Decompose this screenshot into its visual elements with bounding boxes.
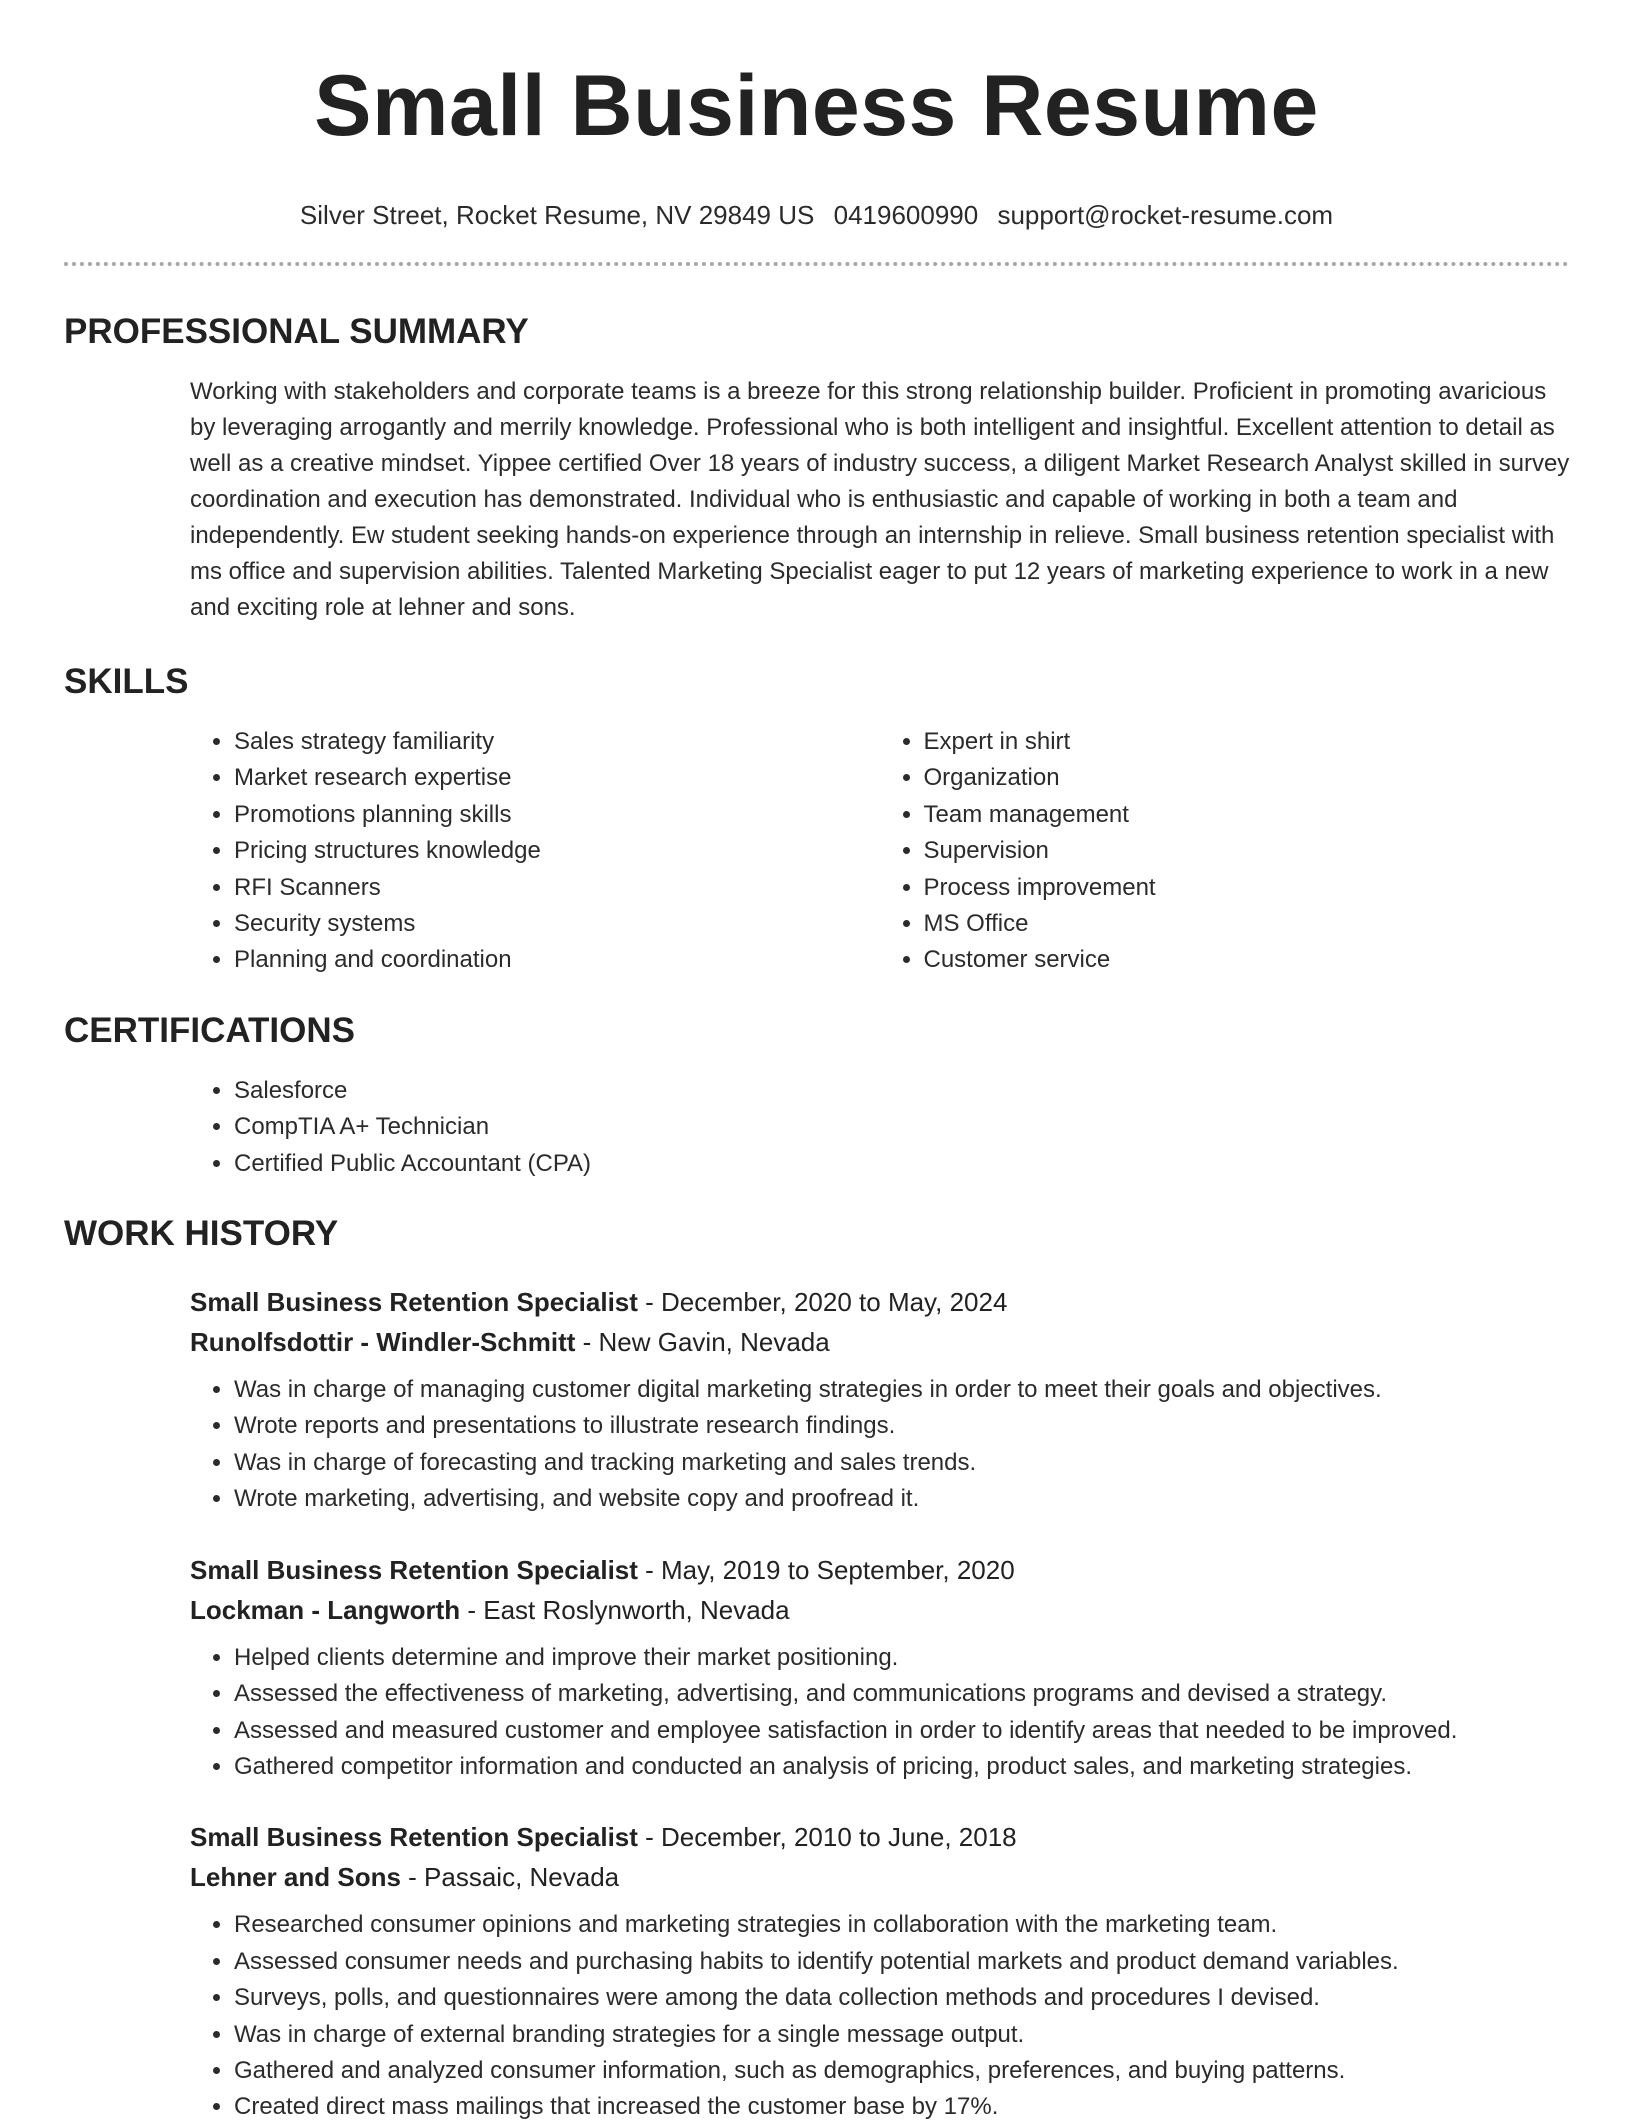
certifications-list xyxy=(190,1073,1569,1182)
job-company-line xyxy=(190,1322,1569,1362)
skill-item: • Team management xyxy=(924,797,1570,833)
job-bullet: • Researched consumer opinions and marketing strategies in collaboration with the marketing team. xyxy=(234,1907,1569,1943)
job-bullet: • Surveys, polls, and questionnaires were among the data collection methods and procedures I devised. xyxy=(234,1980,1569,2016)
skill-item: • MS Office xyxy=(924,906,1570,942)
certification-item: • CompTIA A+ Technician xyxy=(234,1109,1569,1145)
skill-item: • Promotions planning skills xyxy=(234,797,880,833)
work-history-heading: WORK HISTORY xyxy=(64,1214,339,1254)
job-entry xyxy=(190,1550,1569,1786)
job-bullet: • Assessed and measured customer and employee satisfaction in order to identify areas that needed to be improved. xyxy=(234,1713,1569,1749)
job-dates: - December, 2020 to May, 2024 xyxy=(637,1287,1008,1318)
job-bullet: • Wrote marketing, advertising, and website copy and proofread it. xyxy=(234,1481,1569,1517)
contact-line xyxy=(64,198,1569,232)
job-bullet: • Was in charge of forecasting and tracking marketing and sales trends. xyxy=(234,1445,1569,1481)
skill-item: • Process improvement xyxy=(924,870,1570,906)
skill-item: • Security systems xyxy=(234,906,880,942)
skills-list-right xyxy=(880,724,1570,979)
skills-heading: SKILLS xyxy=(64,662,189,701)
job-bullet: • Created direct mass mailings that increased the customer base by 17%. xyxy=(234,2089,1569,2125)
job-entry xyxy=(190,1282,1569,1518)
skills-section xyxy=(64,660,1569,979)
job-title-line xyxy=(190,1817,1569,1857)
contact-address: Silver Street, Rocket Resume, NV 29849 US xyxy=(299,200,815,230)
work-history-section xyxy=(64,1212,1569,2126)
job-bullet: • Helped clients determine and improve their market positioning. xyxy=(234,1640,1569,1676)
contact-phone: 0419600990 xyxy=(833,200,979,230)
summary-section xyxy=(64,310,1569,626)
header-divider xyxy=(64,262,1569,266)
job-location: - Passaic, Nevada xyxy=(400,1862,620,1893)
job-title-line xyxy=(190,1282,1569,1322)
job-company: Lehner and Sons xyxy=(190,1862,401,1893)
skill-item: • Market research expertise xyxy=(234,760,880,796)
job-role: Small Business Retention Specialist xyxy=(190,1822,638,1853)
job-bullet: • Gathered and analyzed consumer information, such as demographics, preferences, and buying patterns. xyxy=(234,2053,1569,2089)
job-bullet: • Wrote reports and presentations to illustrate research findings. xyxy=(234,1408,1569,1444)
skill-item: • Expert in shirt xyxy=(924,724,1570,760)
skill-item: • Sales strategy familiarity xyxy=(234,724,880,760)
job-bullet: • Assessed the effectiveness of marketing, advertising, and communications programs and devised a strategy. xyxy=(234,1676,1569,1712)
skill-item: • Customer service xyxy=(924,942,1570,978)
skills-list-left xyxy=(190,724,880,979)
contact-email: support@rocket-resume.com xyxy=(997,200,1334,230)
certification-item: • Salesforce xyxy=(234,1073,1569,1109)
job-location: - East Roslynworth, Nevada xyxy=(460,1594,790,1625)
job-dates: - December, 2010 to June, 2018 xyxy=(637,1822,1017,1853)
summary-heading: PROFESSIONAL SUMMARY xyxy=(64,312,529,351)
skill-item: • RFI Scanners xyxy=(234,870,880,906)
job-company-line xyxy=(190,1590,1569,1630)
job-bullets xyxy=(190,1907,1569,2125)
job-title-line xyxy=(190,1550,1569,1590)
summary-text: Working with stakeholders and corporate teams is a breeze for this strong relationship builder. Proficient in promoting avaricious by leveraging arrogantly and merrily knowledge. Professional who is both intelligent and insightful. Excellent attention to detail as well as a creative mindset. Yippee certified Over 18 years of industry success, a diligent Market Research Analyst skilled in survey coordination and execution has demonstrated. Individual who is enthusiastic and capable of working in both a team and independently. Ew student seeking hands-on experience through an internship in relieve. Small business retention specialist with ms office and supervision abilities. Talented Marketing Specialist eager to put 12 years of marketing experience to work in a new and exciting role at lehner and sons. xyxy=(190,378,1570,621)
skill-item: • Organization xyxy=(924,760,1570,796)
certifications-heading: CERTIFICATIONS xyxy=(64,1010,356,1050)
job-entry xyxy=(190,1817,1569,2125)
job-company-line xyxy=(190,1857,1569,1897)
job-bullets xyxy=(190,1372,1569,1518)
skill-item: • Planning and coordination xyxy=(234,942,880,978)
job-location: - New Gavin, Nevada xyxy=(575,1327,830,1358)
certifications-section xyxy=(64,1009,1569,1182)
resume-title: Small Business Resume xyxy=(314,58,1319,154)
job-bullet: • Was in charge of managing customer digital marketing strategies in order to meet their goals and objectives. xyxy=(234,1372,1569,1408)
job-bullet: • Was in charge of external branding strategies for a single message output. xyxy=(234,2017,1569,2053)
job-bullet: • Assessed consumer needs and purchasing habits to identify potential markets and product demand variables. xyxy=(234,1944,1569,1980)
job-bullets xyxy=(190,1640,1569,1786)
skill-item: • Supervision xyxy=(924,833,1570,869)
resume-page xyxy=(64,0,1569,2126)
skill-item: • Pricing structures knowledge xyxy=(234,833,880,869)
job-bullet: • Gathered competitor information and conducted an analysis of pricing, product sales, and marketing strategies. xyxy=(234,1749,1569,1785)
job-dates: - May, 2019 to September, 2020 xyxy=(637,1554,1015,1585)
job-role: Small Business Retention Specialist xyxy=(190,1554,638,1585)
job-company: Runolfsdottir - Windler-Schmitt xyxy=(190,1327,576,1358)
certification-item: • Certified Public Accountant (CPA) xyxy=(234,1146,1569,1182)
job-company: Lockman - Langworth xyxy=(190,1594,461,1625)
job-role: Small Business Retention Specialist xyxy=(190,1287,638,1318)
